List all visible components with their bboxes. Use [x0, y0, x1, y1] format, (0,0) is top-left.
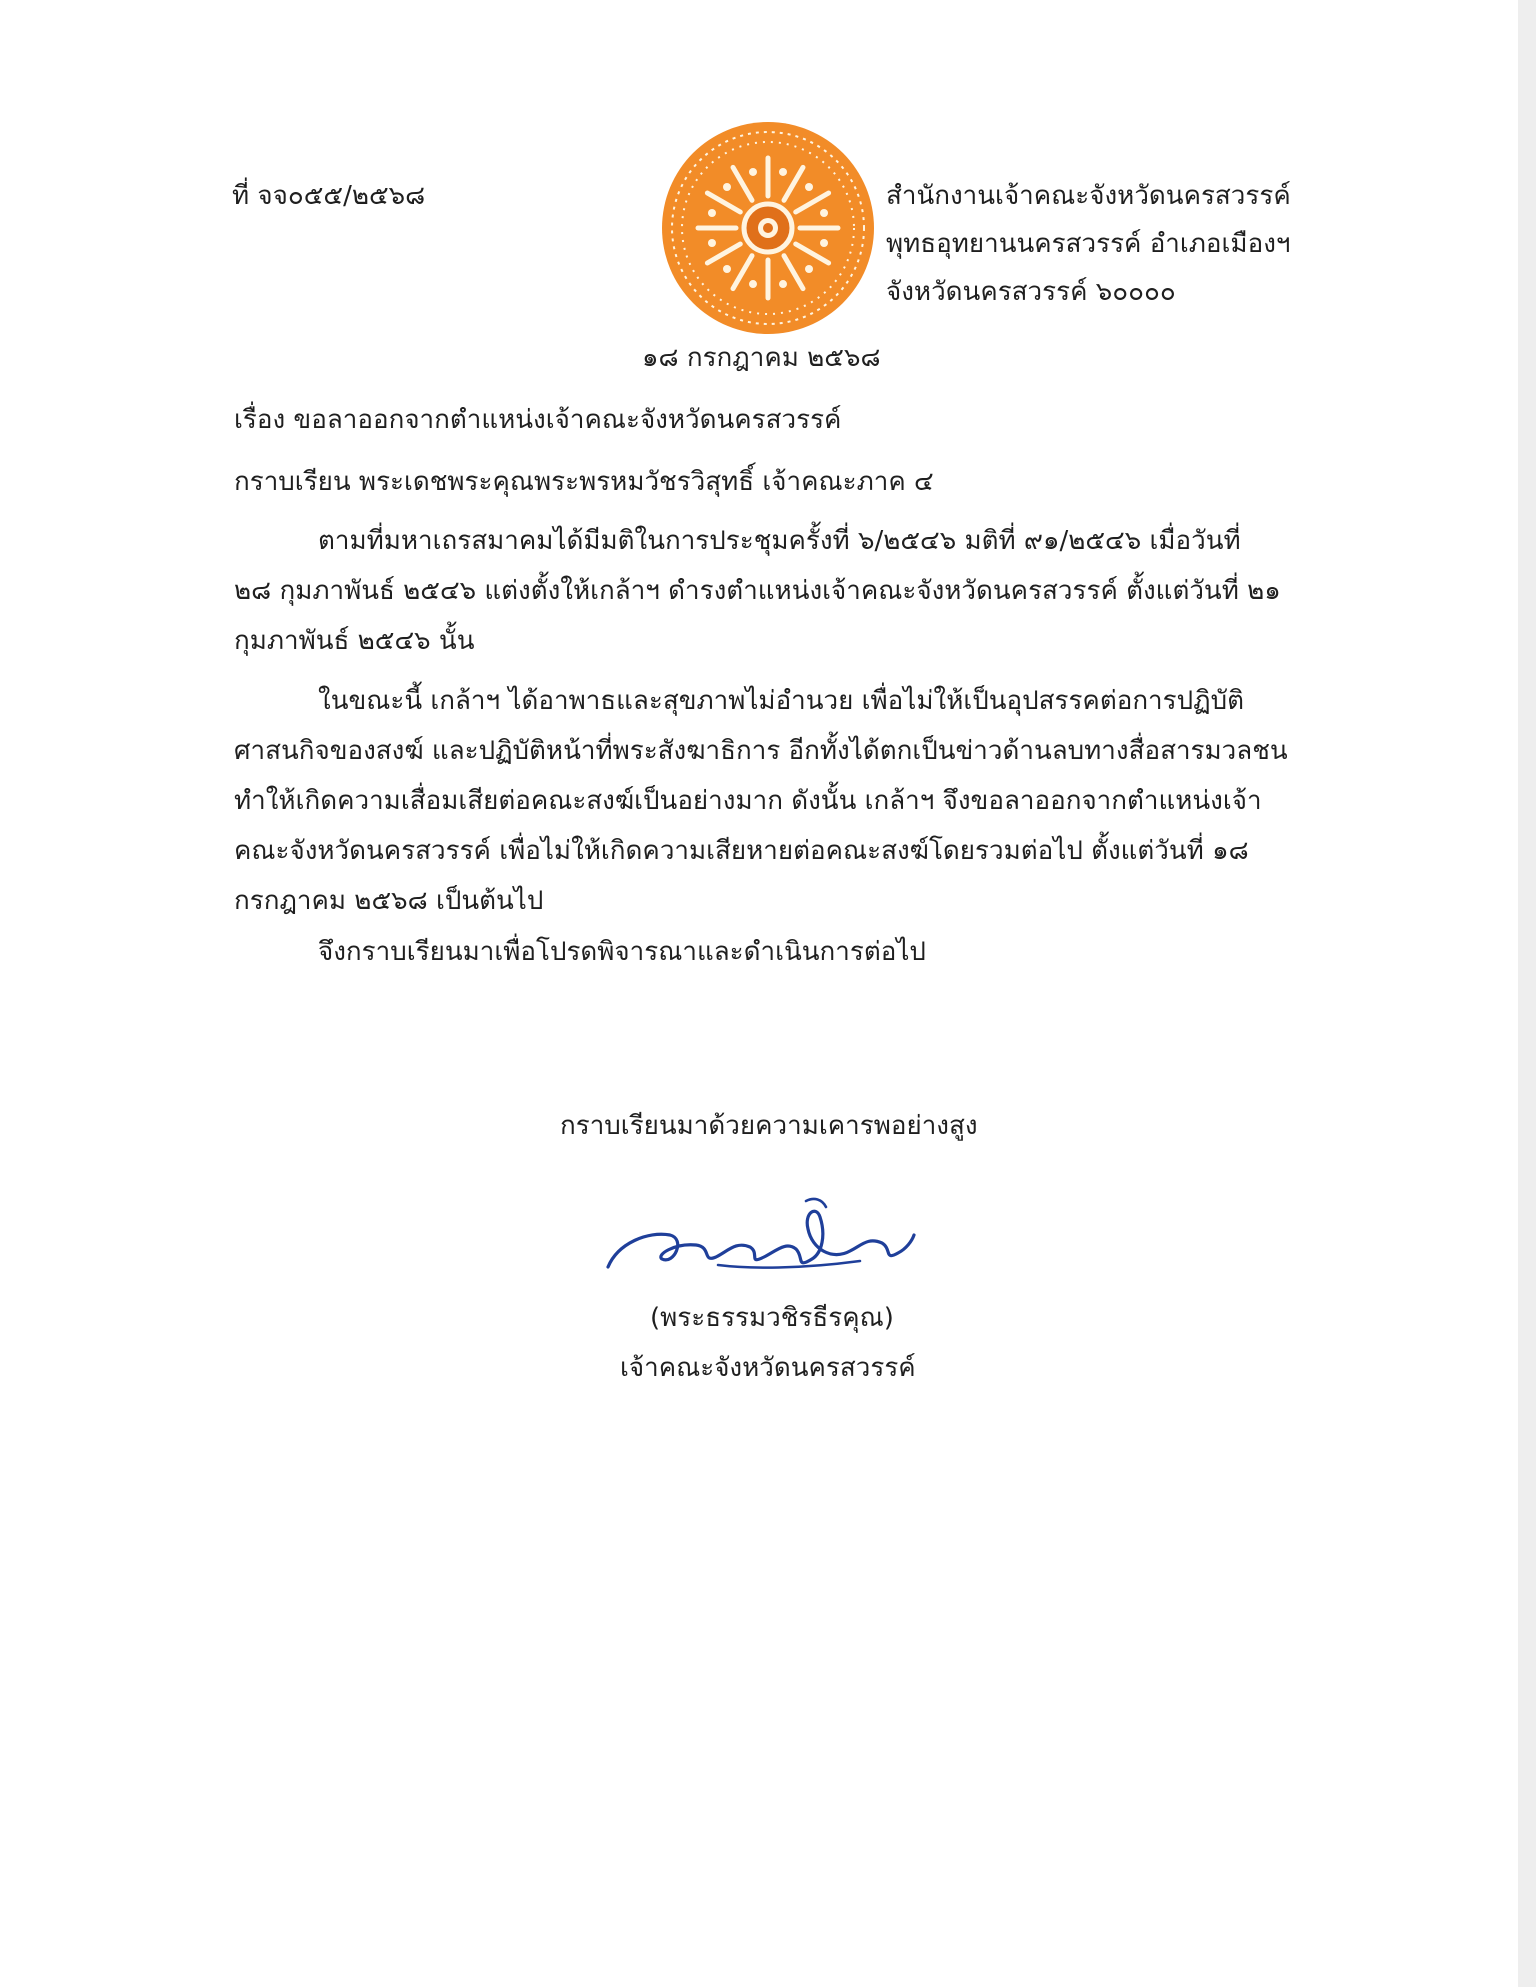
- seal-dot: [820, 209, 828, 217]
- paragraph-line: ทำให้เกิดความเสื่อมเสียต่อคณะสงฆ์เป็นอย่างมาก ดังนั้น เกล้าฯ จึงขอลาออกจากตำแหน่งเจ้า: [234, 786, 1262, 816]
- seal-dot: [723, 265, 731, 273]
- paragraph-line: กรกฎาคม ๒๕๖๘ เป็นต้นไป: [234, 886, 544, 916]
- signer-name: (พระธรรมวชิรธีรคุณ): [650, 1303, 894, 1333]
- closing-line: กราบเรียนมาด้วยความเคารพอย่างสูง: [560, 1111, 978, 1141]
- dharma-wheel-seal-icon: [660, 120, 876, 336]
- seal-dot: [723, 183, 731, 191]
- reference-number: ที่ จจ๐๕๕/๒๕๖๘: [232, 181, 426, 211]
- paragraph-line: กุมภาพันธ์ ๒๕๔๖ นั้น: [234, 626, 475, 656]
- paragraph-line: คณะจังหวัดนครสวรรค์ เพื่อไม่ให้เกิดความเสียหายต่อคณะสงฆ์โดยรวมต่อไป ตั้งแต่วันที่ ๑๘: [234, 836, 1249, 866]
- seal-dot: [779, 280, 787, 288]
- paragraph-line: ๒๘ กุมภาพันธ์ ๒๕๔๖ แต่งตั้งให้เกล้าฯ ดำรงตำแหน่งเจ้าคณะจังหวัดนครสวรรค์ ตั้งแต่วันที่ ๒๑: [234, 576, 1281, 606]
- paragraph-line: ศาสนกิจของสงฆ์ และปฏิบัติหน้าที่พระสังฆาธิการ อีกทั้งได้ตกเป็นข่าวด้านลบทางสื่อสารมวลชน: [234, 736, 1288, 766]
- subject-line: เรื่อง ขอลาออกจากตำแหน่งเจ้าคณะจังหวัดนครสวรรค์: [234, 405, 842, 435]
- seal-dot: [749, 280, 757, 288]
- office-line-3: จังหวัดนครสวรรค์ ๖๐๐๐๐: [886, 277, 1176, 307]
- office-line-2: พุทธอุทยานนครสวรรค์ อำเภอเมืองฯ: [886, 229, 1291, 259]
- seal-dot: [820, 239, 828, 247]
- office-line-1: สำนักงานเจ้าคณะจังหวัดนครสวรรค์: [886, 181, 1291, 211]
- seal-dot: [805, 265, 813, 273]
- seal-dot: [805, 183, 813, 191]
- salutation-line: กราบเรียน พระเดชพระคุณพระพรหมวัชรวิสุทธิ์ เจ้าคณะภาค ๔: [234, 467, 934, 497]
- seal-dot: [779, 168, 787, 176]
- request-line: จึงกราบเรียนมาเพื่อโปรดพิจารณาและดำเนินการต่อไป: [318, 937, 926, 967]
- paragraph-line: ตามที่มหาเถรสมาคมได้มีมติในการประชุมครั้งที่ ๖/๒๕๔๖ มติที่ ๙๑/๒๕๔๖ เมื่อวันที่: [318, 526, 1241, 556]
- paragraph-appointment: [234, 516, 1298, 666]
- page-edge: [1518, 0, 1536, 1987]
- paragraph-line: ในขณะนี้ เกล้าฯ ได้อาพาธและสุขภาพไม่อำนวย เพื่อไม่ให้เป็นอุปสรรคต่อการปฏิบัติ: [318, 686, 1244, 716]
- letter-date: ๑๘ กรกฎาคม ๒๕๖๘: [642, 343, 881, 373]
- seal-dot: [749, 168, 757, 176]
- paragraph-resignation: [234, 676, 1298, 926]
- handwritten-signature: [600, 1195, 920, 1285]
- seal-dot: [708, 209, 716, 217]
- seal-dot: [708, 239, 716, 247]
- signer-title: เจ้าคณะจังหวัดนครสวรรค์: [620, 1353, 916, 1383]
